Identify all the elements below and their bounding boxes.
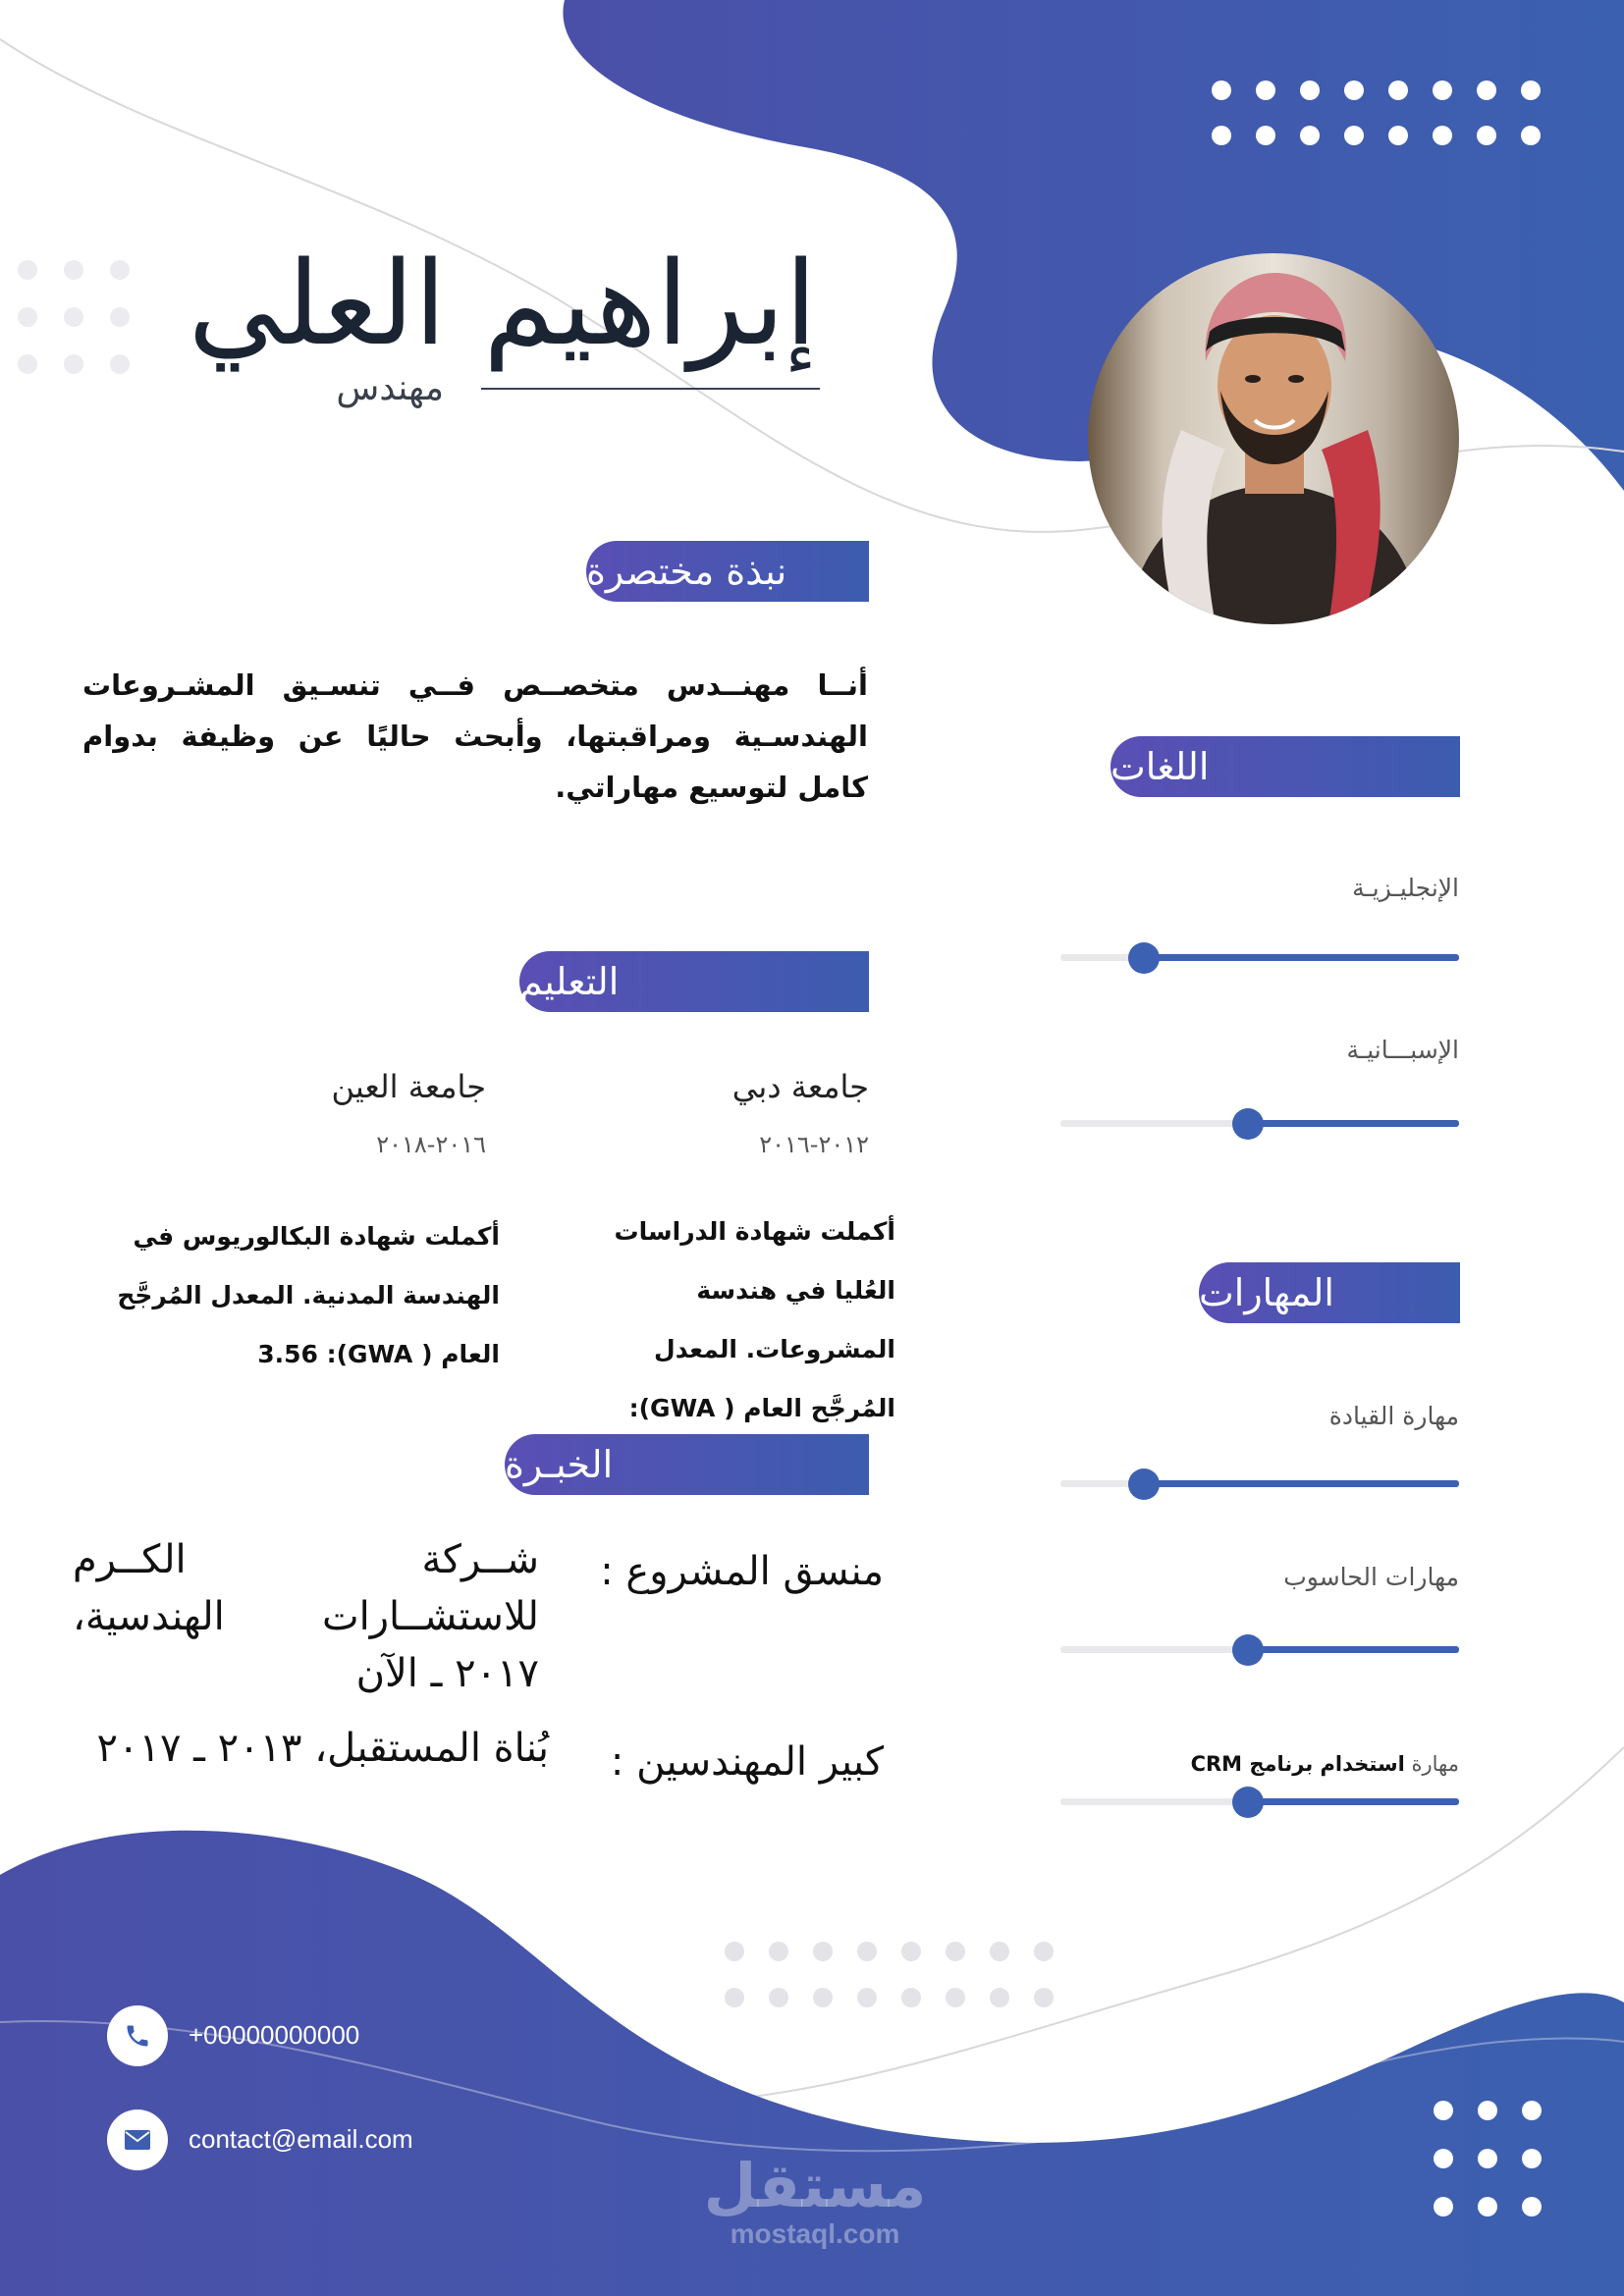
summary-text: أنــا مهنــدس متخصــص فــي تنسـيق المشـروعات الهندسـية ومراقبتها، وأبحث حاليًا عن وظيفة بدوام كامل لتوسيع مهاراتي. — [82, 668, 868, 804]
phone-number[interactable]: +00000000000 — [189, 2020, 360, 2050]
experience-title: منسق المشروع : — [600, 1549, 884, 1594]
skill-label-prefix: مهارة — [1411, 1752, 1459, 1776]
level-knob — [1232, 1787, 1264, 1818]
skill-level-bar — [1060, 1798, 1459, 1830]
skill-label: مهارة القيادة — [1328, 1402, 1459, 1430]
experience-company: بُناة المستقبل، ٢٠١٣ ـ ٢٠١٧ — [96, 1726, 549, 1771]
languages-heading: اللغات — [1110, 736, 1460, 797]
education-description: أكملت شهادة الدراسات العُليا في هندسة المشروعات. المعدل المُرجَّح العام ( GWA): — [614, 1217, 895, 1422]
level-knob — [1128, 942, 1160, 974]
language-label: الإسبـــانيـة — [1346, 1036, 1459, 1064]
person-name: إبراهيم العلي — [188, 236, 817, 371]
watermark-latin: mostaql.com — [730, 2218, 900, 2249]
avatar — [1088, 253, 1459, 624]
profile-photo — [1088, 253, 1459, 624]
summary-heading: نبذة مختصرة — [586, 541, 869, 602]
education-description: أكملت شهادة البكالوريوس في الهندسة المدنية. المعدل المُرجَّح العام ( GWA): 3.56 — [117, 1222, 500, 1368]
skill-label-bold: استخدام برنامج CRM — [1190, 1752, 1405, 1776]
watermark-logo — [687, 2150, 943, 2250]
education-heading: التعليم — [519, 951, 869, 1012]
language-label: الإنجليـزيـة — [1352, 874, 1459, 902]
email-address[interactable]: contact@email.com — [189, 2124, 413, 2154]
phone-icon — [107, 2005, 168, 2066]
bottom-center-dots — [725, 1942, 1054, 2007]
education-years: ٢٠١٦-٢٠١٨ — [376, 1131, 486, 1158]
top-right-dots — [1212, 80, 1541, 145]
education-years: ٢٠١٢-٢٠١٦ — [759, 1131, 869, 1158]
skills-heading: المهارات — [1199, 1262, 1460, 1323]
job-title: مهندس — [336, 368, 444, 408]
experience-company: شــركة الكــرم للاستشــارات الهندسية، ٢٠١٧ ـ الآن — [73, 1537, 539, 1696]
skill-level-bar — [1060, 1480, 1459, 1512]
name-underline — [481, 388, 820, 390]
experience-title: كبير المهندسين : — [610, 1739, 884, 1785]
skill-level-bar — [1060, 1646, 1459, 1678]
level-knob — [1128, 1468, 1160, 1500]
envelope-icon — [107, 2109, 168, 2170]
level-knob — [1232, 1634, 1264, 1666]
education-university: جامعة العين — [331, 1068, 486, 1105]
skill-label — [1159, 1752, 1459, 1776]
education-university: جامعة دبي — [731, 1068, 869, 1105]
language-level-bar — [1060, 1120, 1459, 1151]
watermark-arabic: مستقل — [703, 2150, 927, 2221]
level-knob — [1232, 1108, 1264, 1140]
skill-label: مهارات الحاسوب — [1283, 1563, 1459, 1591]
language-level-bar — [1060, 954, 1459, 986]
bottom-right-dots — [1434, 2101, 1542, 2216]
experience-heading: الخبـرة — [505, 1434, 869, 1495]
